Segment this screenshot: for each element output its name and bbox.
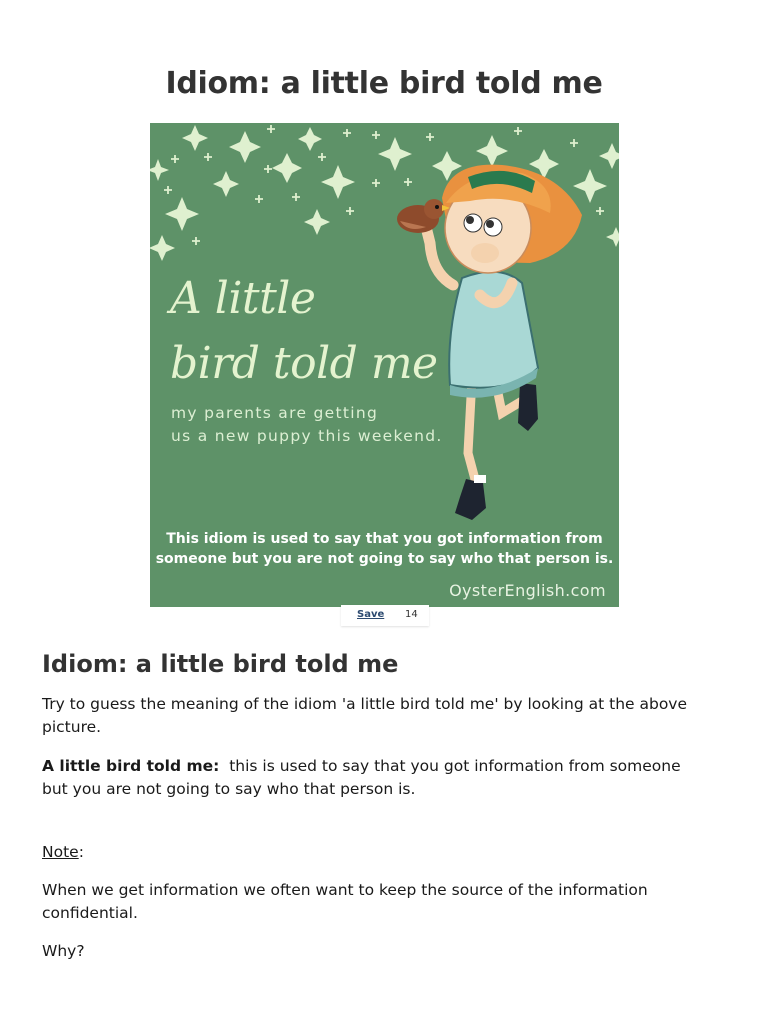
question-text: Why? [42, 942, 85, 960]
definition-term: A little bird told me: [42, 757, 220, 775]
definition-paragraph [42, 755, 702, 801]
idiom-infographic [150, 123, 619, 607]
note-paragraph: When we get information we often want to keep the source of the information confidential. [42, 881, 648, 922]
save-bar [341, 605, 429, 626]
note-label: Note [42, 843, 79, 861]
script-title-line1: A little [170, 273, 316, 324]
caption-line1: This idiom is used to say that you got information from [166, 531, 603, 547]
save-count: 14 [405, 609, 418, 620]
brand-watermark: OysterEnglish.com [449, 581, 606, 600]
script-title-line2: bird told me [170, 338, 438, 389]
example-line2: us a new puppy this weekend. [171, 427, 443, 445]
page-title: Idiom: a little bird told me [165, 66, 603, 101]
save-button[interactable]: Save [357, 609, 385, 620]
note-colon: : [78, 843, 84, 861]
example-line1: my parents are getting [171, 404, 379, 422]
note-heading [42, 841, 702, 864]
intro-paragraph: Try to guess the meaning of the idiom 'a little bird told me' by looking at the above picture. [42, 695, 688, 736]
definition-text: this is used to say that you got information from someone but you are not going to say who that person is. [42, 757, 681, 798]
caption-line2: someone but you are not going to say who that person is. [155, 551, 614, 567]
section-heading: Idiom: a little bird told me [42, 650, 399, 678]
